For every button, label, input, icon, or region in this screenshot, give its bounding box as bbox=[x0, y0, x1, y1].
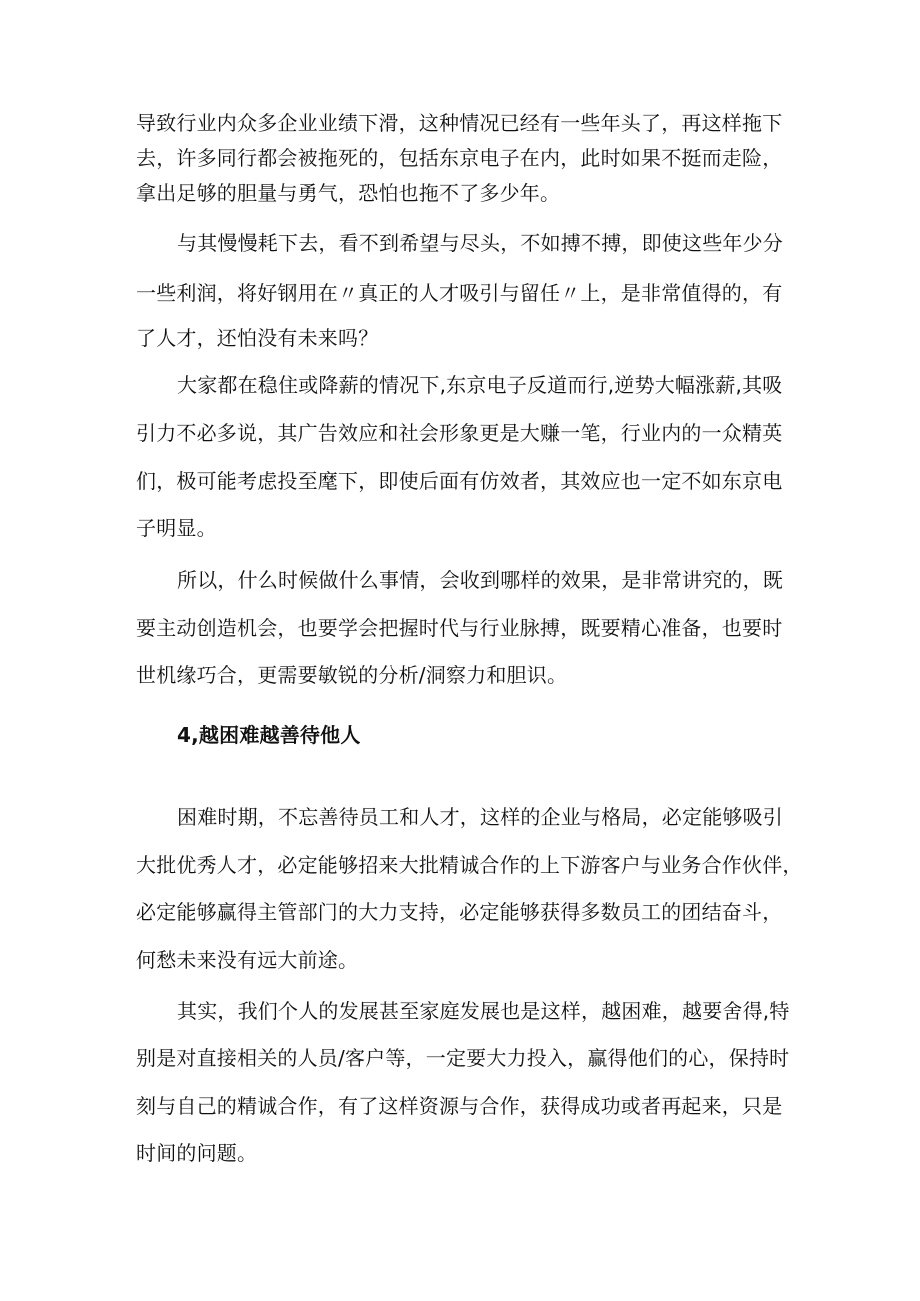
paragraph-6-line-2: 别是对直接相关的人员/客户等，一定要大力投入，赢得他们的心，保持时 bbox=[136, 1046, 790, 1070]
paragraph-3-line-4: 子明显。 bbox=[136, 516, 217, 540]
paragraph-2-line-1: 与其慢慢耗下去，看不到希望与尽头，不如搏不搏，即使这些年少分 bbox=[177, 231, 783, 255]
paragraph-3-line-3: 们，极可能考虑投至麾下，即使后面有仿效者，其效应也一定不如东京电 bbox=[136, 469, 783, 493]
paragraph-4-line-3: 世机缘巧合，更需要敏锐的分析/洞察力和胆识。 bbox=[136, 663, 568, 687]
paragraph-2-line-2: 一些利润，将好钢用在〃真正的人才吸引与留任〃上，是非常值得的，有 bbox=[136, 281, 783, 305]
paragraph-2-line-3: 了人才，还怕没有未来吗？ bbox=[136, 326, 379, 350]
section-heading: 4,越困难越善待他人 bbox=[177, 723, 361, 747]
paragraph-1-line-1: 导致行业内众多企业业绩下滑，这种情况已经有一些年头了，再这样拖下 bbox=[136, 111, 783, 135]
paragraph-5-line-4: 何愁未来没有远大前途。 bbox=[136, 948, 359, 972]
paragraph-3-line-2: 引力不必多说，其广告效应和社会形象更是大赚一笔，行业内的一众精英 bbox=[136, 421, 783, 445]
paragraph-3-line-1: 大家都在稳住或降薪的情况下,东京电子反道而行,逆势大幅涨薪,其吸 bbox=[177, 373, 783, 397]
paragraph-6-line-1: 其实，我们个人的发展甚至家庭发展也是这样，越困难，越要舍得,特 bbox=[177, 999, 790, 1023]
paragraph-1-line-3: 拿出足够的胆量与勇气，恐怕也拖不了多少年。 bbox=[136, 181, 561, 205]
paragraph-6-line-4: 时间的问题。 bbox=[136, 1141, 258, 1165]
paragraph-4-line-1: 所以，什么时候做什么事情，会收到哪样的效果，是非常讲究的，既 bbox=[177, 568, 783, 592]
paragraph-5-line-3: 必定能够赢得主管部门的大力支持，必定能够获得多数员工的团结奋斗， bbox=[136, 900, 783, 924]
paragraph-5-line-2: 大批优秀人才，必定能够招来大批精诚合作的上下游客户与业务合作伙伴， bbox=[136, 853, 803, 877]
paragraph-4-line-2: 要主动创造机会，也要学会把握时代与行业脉搏，既要精心准备，也要时 bbox=[136, 616, 783, 640]
paragraph-1-line-2: 去，许多同行都会被拖死的，包括东京电子在内，此时如果不挺而走险， bbox=[136, 146, 783, 170]
paragraph-6-line-3: 刻与自己的精诚合作，有了这样资源与合作，获得成功或者再起来，只是 bbox=[136, 1094, 783, 1118]
paragraph-5-line-1: 困难时期，不忘善待员工和人才，这样的企业与格局，必定能够吸引 bbox=[177, 805, 783, 829]
